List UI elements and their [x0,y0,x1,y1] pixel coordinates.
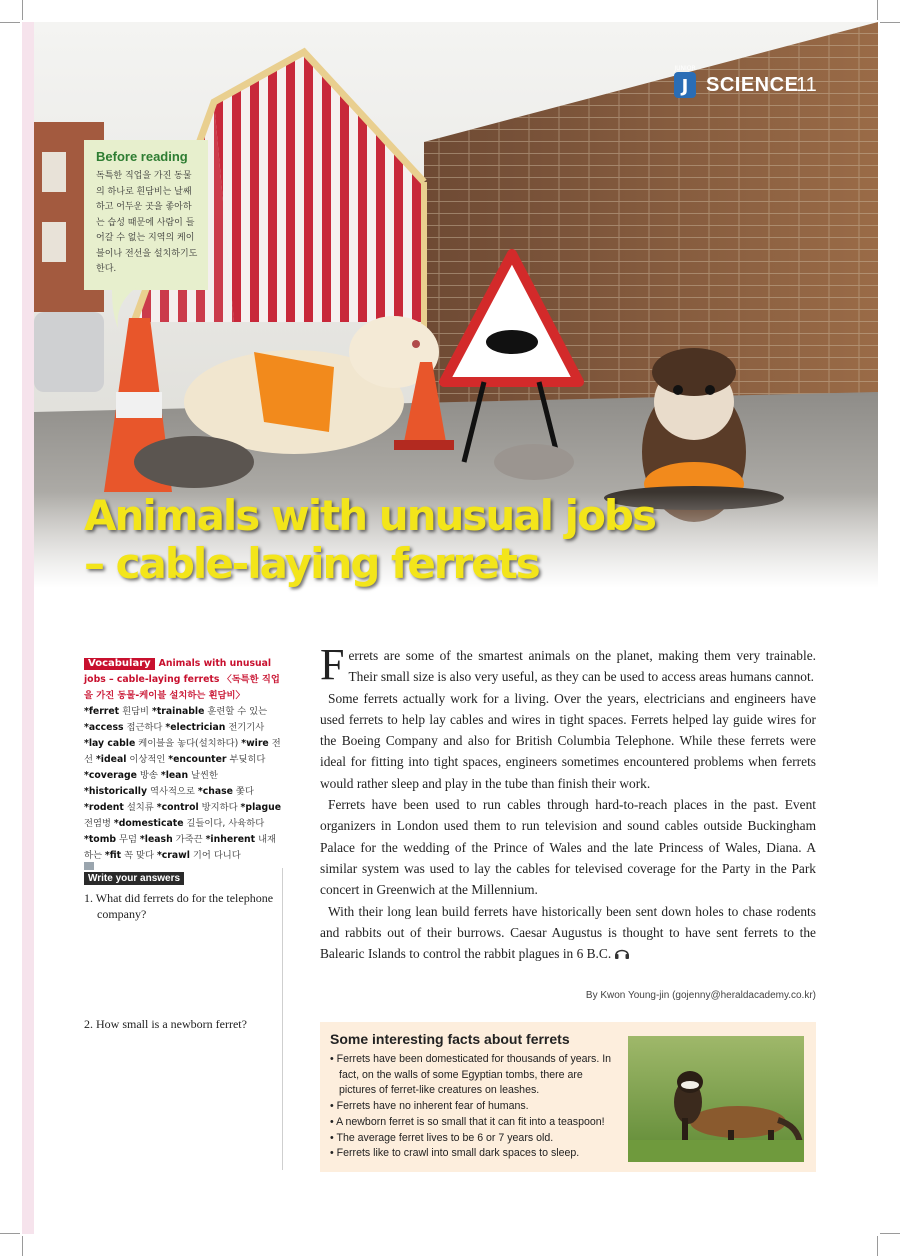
vocabulary-heading-ko: 〈독특한 직업을 가진 동물-케이블 설치하는 흰담비〉 [84,674,280,701]
vocabulary-word: *crawl [156,850,190,861]
vocabulary-meaning: 내재하는 [84,834,277,861]
vocabulary-word: *lay cable [84,738,136,749]
vocabulary-meaning: 전염병 [84,818,114,829]
vocabulary-meaning: 방지하다 [198,802,241,813]
vocabulary-word: *control [156,802,199,813]
vocabulary-list [84,706,281,861]
vocabulary-meaning: 방송 [136,770,161,781]
article-paragraph-4: With their long lean build ferrets have historically been sent down holes to chase rodents and rabbits out of their burrows. Caesar Augustus is thought to have sent ferrets to the Balearic Islands to control the rabbit plagues in 6 B.C. [320,903,816,962]
vocabulary-meaning: 무덤 [116,834,140,845]
vocabulary-tag: Vocabulary [84,658,155,670]
ferret-grass-photo [628,1036,804,1162]
ferret-grass-image [628,1036,804,1162]
vocabulary-word: *inherent [205,834,256,845]
vocabulary-word: *domesticate [113,818,184,829]
article-title-line2: – cable-laying ferrets [84,539,539,588]
vocabulary-meaning: 훈련할 수 있는 [204,706,268,717]
section-name: SCIENCE [706,74,799,96]
before-reading-text: 독특한 직업을 가진 동물의 하나로 흰담비는 날쌔하고 어두운 곳을 좋아하는 습성 때문에 사람이 들어갈 수 없는 지역의 케이블이나 전선을 설치하기도 한다. [96,171,198,274]
vocabulary-meaning: 접근하다 [123,722,166,733]
answers-accent [84,862,94,870]
article-body [320,640,816,964]
vocabulary-word: *fit [104,850,122,861]
vocabulary-meaning: 기어 다니다 [189,850,241,861]
facts-item: • Ferrets like to crawl into small dark spaces to sleep. [330,1146,612,1162]
vocabulary-word: *lean [160,770,189,781]
vocabulary-meaning: 부딪히다 [226,754,266,765]
vocabulary-word: *ideal [95,754,127,765]
vocabulary-word: *plague [240,802,282,813]
svg-text:JUNIOR: JUNIOR [674,65,696,72]
crop-mark [22,0,23,20]
facts-title: Some interesting facts about ferrets [330,1031,570,1047]
answers-box [84,868,283,1170]
crop-mark [877,1236,878,1256]
vocabulary-meaning: 역사적으로 [147,786,198,797]
question-1: 1. What did ferrets do for the telephone company? [84,891,274,921]
vocabulary-meaning: 가죽끈 [172,834,206,845]
vocabulary-box [84,656,282,864]
author-byline: By Kwon Young-jin (gojenny@heraldacademy.co.kr) [585,990,816,1001]
section-header [672,62,832,102]
vocabulary-meaning: 흰담비 [119,706,152,717]
vocabulary-word: *electrician [165,722,226,733]
vocabulary-meaning: 설치류 [123,802,157,813]
answers-tag: Write your answers [84,872,184,885]
vocabulary-meaning: 길들이다, 사육하다 [183,818,265,829]
vocabulary-word: *chase [197,786,233,797]
facts-item: • Ferrets have been domesticated for thousands of years. In fact, on the walls of some Egyptian tombs, there are pictures of ferret-like creatures on leashes. [330,1052,612,1099]
vocabulary-meaning: 전선 [84,738,281,765]
vocabulary-word: *historically [84,786,148,797]
drop-cap: F [320,640,345,689]
facts-item: • Ferrets have no inherent fear of humans. [330,1099,612,1115]
before-reading-box [84,140,208,290]
vocabulary-word: *encounter [168,754,227,765]
article-title [84,492,655,588]
article-paragraph-3: Ferrets have been used to run cables through hard-to-reach places in the past. Event organizers in London used them to run television and sound cables outside Buckingham Palace for the wedding of the Prince of Wales and the late Princess of Wales, Diana. A similar system was used to lay the cables for televised coverage for the Party in the Park concert in Greenwich at the Millennium. [320,797,816,898]
vocabulary-meaning: 전기기사 [225,722,265,733]
crop-mark [0,1233,20,1234]
vocabulary-word: *leash [139,834,173,845]
crop-mark [877,0,878,20]
page-number: 11 [796,74,817,96]
junior-logo-icon [672,62,698,100]
vocabulary-meaning: 꼭 맞다 [121,850,157,861]
facts-item: • A newborn ferret is so small that it can fit into a teaspoon! [330,1115,612,1131]
facts-item: • The average ferret lives to be 6 or 7 years old. [330,1131,612,1147]
crop-mark [880,1233,900,1234]
headphone-icon[interactable] [614,946,630,960]
vocabulary-word: *ferret [84,706,120,717]
vocabulary-word: *access [84,722,124,733]
question-2: 2. How small is a newborn ferret? [84,1017,247,1031]
vocabulary-heading: Animals with unusual jobs – cable-laying ferrets [84,658,272,685]
vocabulary-word: *tomb [84,834,117,845]
article-paragraph-2: Some ferrets actually work for a living. Over the years, electricians and engineers have used ferrets to help lay cables and wires in tight spaces. Ferrets helped lay guide wires for the Boeing Company and also for British Columbia Telephone. While these ferrets were ideal for fitting into tight spaces, engineers sometimes encountered problems when ferrets would rather sleep and play in the tube than finish their work. [320,690,816,791]
vocabulary-word: *trainable [152,706,205,717]
page-edge-strip [22,22,34,1234]
crop-mark [22,1236,23,1256]
svg-text:J: J [681,76,689,97]
vocabulary-meaning: 날씬한 [188,770,218,781]
before-reading-title: Before reading [96,149,188,164]
vocabulary-meaning: 쫓다 [232,786,254,797]
vocabulary-word: *coverage [84,770,137,781]
facts-list [330,1052,612,1162]
facts-box [320,1022,816,1172]
article-title-line1: Animals with unusual jobs [84,491,655,540]
vocabulary-meaning: 이상적인 [126,754,169,765]
crop-mark [0,22,20,23]
article-paragraph-1: Ferrets are some of the smartest animals on the planet, making them very trainable. Their small size is also very useful, as they can be used to access areas humans cannot. [320,640,816,689]
speech-bubble-tail [112,288,136,328]
crop-mark [880,22,900,23]
vocabulary-meaning: 케이블을 놓다(설치하다) [135,738,242,749]
vocabulary-word: *wire [241,738,269,749]
vocabulary-word: *rodent [84,802,124,813]
